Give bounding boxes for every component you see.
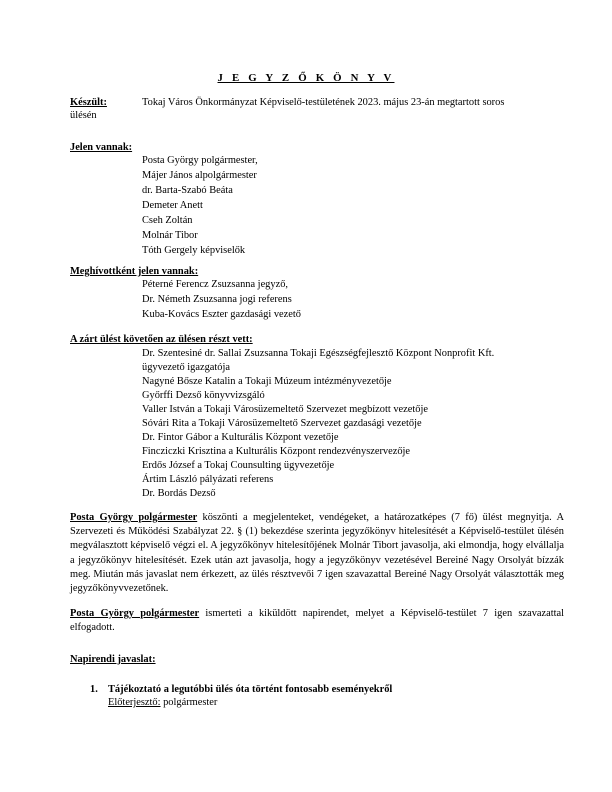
list-item: Nagyné Bősze Katalin a Tokaji Múzeum intézményvezetője <box>142 376 392 387</box>
list-item: Ártim László pályázati referens <box>142 474 274 485</box>
list-item: Győrffi Dezső könyvvizsgáló <box>142 390 265 401</box>
made-text: Tokaj Város Önkormányzat Képviselő-testületének 2023. május 23-án megtartott soros <box>142 97 505 108</box>
made-line <box>70 96 562 110</box>
list-item: Fincziczki Krisztina a Kulturális Központ rendezvényszervezője <box>142 446 411 457</box>
agenda-item-text: Tájékoztató a legutóbbi ülés óta történt fontosabb eseményekről <box>108 684 393 695</box>
list-item: Molnár Tibor <box>142 230 198 241</box>
list-item: Posta György polgármester, <box>142 155 258 166</box>
list-item: Valler István a Tokaji Városüzemeltető Szervezet megbízott vezetője <box>142 404 428 415</box>
made-label: Készült: <box>70 97 107 108</box>
agenda-item-number: 1. <box>90 684 98 695</box>
list-item: Dr. Bordás Dezső <box>142 488 216 499</box>
list-item: Dr. Németh Zsuzsanna jogi referens <box>142 294 292 305</box>
list-item: Péterné Ferencz Zsuzsanna jegyző, <box>142 279 288 290</box>
opening-paragraph <box>70 511 564 596</box>
list-item: dr. Barta-Szabó Beáta <box>142 185 233 196</box>
speaker-name: Posta György polgármester <box>70 512 198 523</box>
agenda-heading: Napirendi javaslat: <box>70 654 156 665</box>
paragraph-text: ismerteti a kiküldött napirendet, melyet a Képviselő-testület 7 igen szavazattal elfogadott. <box>70 608 564 634</box>
paragraph-text: köszönti a megjelenteket, vendégeket, a határozatképes (7 fő) ülést megnyitja. A Szervezeti és Működési Szabályzat 22. § (1) bekezdése szerinta jegyzőkönyv hitelesítését a Képviselő-testület ülésén megválasztott képviselő végzi el. A jegyzőkönyv hitelesítőjének Molnár Tibort javasolja, aki elmondja, hogy elvállalja a jegyzőkönyv hitelesítését. Ezek után azt javasolja, hogy a jegyzőkönyv vezetésével Bereiné Nagy Orsolyát bízzák meg. Miután más javaslat nem érkezett, az ülés résztvevői 7 igen szavazattal Bereiné Nagy Orsolyát választották meg jegyzőkönyvvezetőnek. <box>70 512 564 595</box>
agenda-acceptance-paragraph <box>70 607 564 635</box>
list-item: Kuba-Kovács Eszter gazdasági vezető <box>142 309 301 320</box>
present-heading: Jelen vannak: <box>70 142 133 153</box>
list-item: Erdős József a Tokaj Counsulting ügyvezetője <box>142 460 335 471</box>
list-item: Májer János alpolgármester <box>142 170 257 181</box>
made-continuation: ülésén <box>70 110 97 121</box>
speaker-name: Posta György polgármester <box>70 608 200 619</box>
presenter-name: polgármester <box>160 697 218 708</box>
list-item: Dr. Fintor Gábor a Kulturális Központ vezetője <box>142 432 339 443</box>
invited-heading: Meghívottként jelen vannak: <box>70 266 199 277</box>
agenda-item <box>90 683 392 697</box>
list-item: Demeter Anett <box>142 200 203 211</box>
invited-list <box>142 278 301 323</box>
presenter-label: Előterjesztő: <box>108 697 161 708</box>
present-list <box>142 154 258 259</box>
list-item: Sóvári Rita a Tokaji Városüzemeltető Szervezet gazdasági vezetője <box>142 418 422 429</box>
closed-list <box>142 347 494 501</box>
list-item: Dr. Szentesiné dr. Sallai Zsuzsanna Tokaji Egészségfejlesztő Központ Nonprofit Kft. <box>142 348 495 359</box>
list-item: ügyvezető igazgatója <box>142 362 230 373</box>
agenda-presenter <box>108 696 217 710</box>
list-item: Cseh Zoltán <box>142 215 193 226</box>
closed-heading: A zárt ülést követően az ülésen részt vett: <box>70 334 253 345</box>
document-title: J E G Y Z Ő K Ö N Y V <box>217 72 395 84</box>
list-item: Tóth Gergely képviselők <box>142 245 246 256</box>
